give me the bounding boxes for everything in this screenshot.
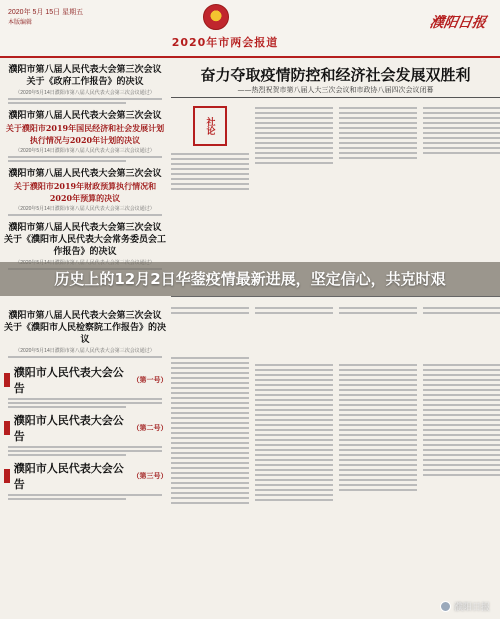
resolution-block: [4, 310, 166, 358]
body-text-line: [423, 454, 500, 456]
body-text-line: [339, 389, 417, 391]
body-text-line: [339, 107, 417, 109]
resolution-subheading: 关于《濮阳市人民代表大会常务委员会工作报告》的决议: [4, 235, 167, 257]
notice-header: [4, 412, 166, 444]
banner-gap: [255, 317, 333, 361]
body-text-line: [171, 372, 249, 374]
body-text-line: [255, 424, 333, 426]
body-text-line: [8, 446, 162, 448]
body-text-line: [423, 424, 500, 426]
resolution-subheading: 关于濮阳市2019年财政预算执行情况和2020年预算的决议: [13, 181, 157, 203]
body-text-line: [423, 112, 500, 114]
watermark-text: 濮阳日报: [453, 603, 490, 613]
body-text-line: [8, 356, 162, 358]
resolution-meta: （2020年5月14日濮阳市第八届人民代表大会第三次会议通过）: [15, 90, 155, 96]
body-text-line: [8, 454, 126, 456]
body-text-line: [171, 392, 249, 394]
body-text-line: [171, 422, 249, 424]
text-column: [423, 304, 500, 610]
body-text-line: [171, 442, 249, 444]
body-text-line: [339, 307, 417, 309]
body-text-line: [423, 147, 500, 149]
body-text-line: [423, 384, 500, 386]
body-text-line: [171, 367, 249, 369]
body-text-line: [339, 484, 417, 486]
body-text-line: [339, 464, 417, 466]
date-line: 2020年 5月 15日 星期五: [8, 9, 84, 16]
body-text-line: [339, 434, 417, 436]
body-text-line: [423, 374, 500, 376]
body-text-line: [8, 102, 126, 104]
body-text-line: [8, 214, 162, 216]
body-text-line: [255, 464, 333, 466]
body-text-line: [255, 379, 333, 381]
body-text-line: [255, 369, 333, 371]
body-text-line: [171, 467, 249, 469]
body-text-line: [339, 479, 417, 481]
body-text-line: [171, 452, 249, 454]
resolution-block: [4, 168, 166, 216]
body-text-line: [339, 394, 417, 396]
body-text-line: [339, 112, 417, 114]
body-text-line: [423, 404, 500, 406]
body-text-line: [423, 464, 500, 466]
body-text-line: [339, 449, 417, 451]
body-text-line: [255, 394, 333, 396]
notice-header: [4, 364, 166, 396]
body-text-line: [255, 494, 333, 496]
resolution-subheading: 关于《政府工作报告》的决议: [26, 77, 144, 87]
overlay-title: 历史上的12月2日华蓥疫情最新进展，坚定信心，共克时艰: [54, 270, 446, 288]
newspaper-logo: 濮阳日报: [428, 15, 488, 31]
body-text-line: [339, 459, 417, 461]
banner-gap: [171, 310, 249, 354]
body-text-line: [255, 112, 333, 114]
body-text-line: [339, 152, 417, 154]
body-text-line: [423, 389, 500, 391]
body-text-line: [339, 384, 417, 386]
resolution-heading: 濮阳市第八届人民代表大会第三次会议: [8, 111, 162, 121]
body-text-line: [8, 498, 126, 500]
body-text-line: [171, 447, 249, 449]
body-text-line: [423, 429, 500, 431]
body-text-line: [423, 459, 500, 461]
body-text-line: [423, 414, 500, 416]
body-text-line: [8, 402, 162, 404]
body-text-line: [423, 137, 500, 139]
resolutions-column: [4, 64, 166, 619]
body-text-line: [255, 147, 333, 149]
body-text-line: [339, 132, 417, 134]
national-emblem-icon: [203, 4, 229, 30]
body-text-line: [339, 399, 417, 401]
body-text-line: [339, 454, 417, 456]
body-text-line: [171, 497, 249, 499]
body-text-line: [255, 459, 333, 461]
body-text-line: [423, 474, 500, 476]
body-text-line: [171, 477, 249, 479]
body-text-line: [423, 449, 500, 451]
body-text-line: [171, 427, 249, 429]
body-text-line: [339, 469, 417, 471]
body-text-line: [171, 437, 249, 439]
body-text-line: [255, 127, 333, 129]
body-text-line: [339, 122, 417, 124]
notice-bar: [4, 421, 10, 435]
body-text-line: [339, 312, 417, 314]
body-text-line: [255, 162, 333, 164]
resolution-heading: 濮阳市第八届人民代表大会第三次会议: [8, 311, 162, 321]
editorial-region: [171, 60, 500, 619]
body-text-line: [171, 457, 249, 459]
body-text-line: [255, 374, 333, 376]
body-text-line: [423, 152, 500, 154]
body-text-line: [339, 429, 417, 431]
text-column: [255, 304, 333, 610]
body-text-line: [423, 439, 500, 441]
body-text-line: [339, 157, 417, 159]
body-text-line: [255, 499, 333, 501]
body-text-line: [255, 132, 333, 134]
body-text-line: [171, 173, 249, 175]
article-headline: 奋力夺取疫情防控和经济社会发展双胜利: [200, 66, 471, 84]
body-text-line: [255, 444, 333, 446]
body-text-line: [255, 409, 333, 411]
body-text-line: [171, 402, 249, 404]
body-text-line: [423, 312, 500, 314]
body-text-line: [255, 142, 333, 144]
section-title: 2020年市两会报道: [171, 36, 279, 49]
body-text-line: [255, 122, 333, 124]
notice-bar: [4, 373, 10, 387]
resolution-meta: （2020年5月14日濮阳市第八届人民代表大会第三次会议通过）: [15, 348, 155, 354]
body-text-line: [339, 419, 417, 421]
resolution-heading: 濮阳市第八届人民代表大会第三次会议: [8, 169, 162, 179]
watermark: [440, 600, 490, 613]
resolution-meta: （2020年5月14日濮阳市第八届人民代表大会第三次会议通过）: [15, 206, 155, 212]
body-text-line: [339, 489, 417, 491]
body-text-line: [8, 398, 162, 400]
body-text-line: [255, 137, 333, 139]
body-text-line: [171, 158, 249, 160]
body-text-line: [423, 307, 500, 309]
body-text-line: [423, 117, 500, 119]
body-text-line: [8, 406, 126, 408]
body-text-line: [255, 419, 333, 421]
resolution-subheading: 关于濮阳市2019年国民经济和社会发展计划执行情况与2020年计划的决议: [5, 123, 165, 145]
body-text-line: [171, 462, 249, 464]
body-text-line: [423, 369, 500, 371]
body-text-line: [423, 399, 500, 401]
body-text-line: [339, 474, 417, 476]
resolution-heading: 濮阳市第八届人民代表大会第三次会议: [8, 223, 162, 233]
resolution-subheading: 关于《濮阳市人民检察院工作报告》的决议: [4, 323, 167, 345]
body-text-line: [171, 382, 249, 384]
body-text-line: [423, 419, 500, 421]
notice-number: （第三号）: [132, 472, 168, 480]
resolution-meta: （2020年5月14日濮阳市第八届人民代表大会第三次会议通过）: [15, 148, 155, 154]
body-text-line: [339, 409, 417, 411]
body-text-line: [255, 474, 333, 476]
body-text-line: [339, 404, 417, 406]
body-text-line: [255, 157, 333, 159]
body-text-line: [171, 178, 249, 180]
body-text-line: [255, 152, 333, 154]
notice-title: 濮阳市人民代表大会公告: [13, 462, 124, 491]
body-text-line: [255, 414, 333, 416]
body-text-line: [423, 409, 500, 411]
body-text-line: [171, 502, 249, 504]
body-text-line: [8, 450, 162, 452]
resolution-block: [4, 64, 166, 104]
text-column: [171, 310, 249, 610]
body-text-line: [423, 434, 500, 436]
body-text-line: [339, 364, 417, 366]
body-text-line: [255, 449, 333, 451]
body-text-line: [339, 379, 417, 381]
resolution-heading: 濮阳市第八届人民代表大会第三次会议: [8, 65, 162, 75]
headline-rule: [171, 97, 500, 98]
body-text-line: [339, 147, 417, 149]
body-text-line: [339, 117, 417, 119]
body-text-line: [339, 369, 417, 371]
body-text-line: [423, 107, 500, 109]
body-text-line: [8, 156, 162, 158]
body-text-line: [423, 122, 500, 124]
body-text-line: [339, 444, 417, 446]
watermark-logo-icon: [440, 601, 451, 612]
body-text-line: [171, 432, 249, 434]
masthead: [0, 0, 500, 58]
body-text-line: [171, 163, 249, 165]
body-text-line: [255, 307, 333, 309]
body-text-line: [339, 142, 417, 144]
body-text-line: [423, 444, 500, 446]
notice-header: [4, 460, 166, 492]
body-text-line: [171, 188, 249, 190]
body-text-line: [255, 312, 333, 314]
resolution-block: [4, 110, 166, 162]
body-text-line: [171, 417, 249, 419]
body-text-line: [339, 137, 417, 139]
edition-line: 本版编辑: [8, 20, 33, 26]
body-text-line: [423, 132, 500, 134]
body-text-line: [255, 364, 333, 366]
body-text-line: [255, 489, 333, 491]
body-text-line: [255, 429, 333, 431]
editorial-stamp: 社论: [193, 106, 227, 146]
body-text-line: [255, 399, 333, 401]
body-text-line: [255, 469, 333, 471]
notice-title: 濮阳市人民代表大会公告: [13, 366, 124, 395]
body-text-line: [171, 397, 249, 399]
body-text-line: [171, 412, 249, 414]
body-text-line: [255, 117, 333, 119]
body-text-line: [171, 168, 249, 170]
section-divider: [171, 296, 500, 297]
text-column: [339, 304, 417, 610]
notice-title: 濮阳市人民代表大会公告: [13, 414, 124, 443]
body-text-line: [423, 364, 500, 366]
body-text-line: [339, 374, 417, 376]
body-text-line: [255, 384, 333, 386]
body-text-line: [339, 424, 417, 426]
body-text-line: [423, 142, 500, 144]
body-text-line: [171, 357, 249, 359]
article-subhead: ——热烈祝贺市第八届人大三次会议和市政协八届四次会议闭幕: [237, 86, 434, 94]
body-text-line: [171, 307, 249, 309]
body-text-line: [339, 439, 417, 441]
body-text-line: [255, 404, 333, 406]
body-text-line: [255, 484, 333, 486]
body-text-line: [171, 482, 249, 484]
body-text-line: [255, 439, 333, 441]
body-text-line: [171, 492, 249, 494]
body-text-line: [171, 487, 249, 489]
notice-bar: [4, 469, 10, 483]
body-text-line: [8, 160, 126, 162]
body-text-line: [255, 434, 333, 436]
body-text-line: [171, 362, 249, 364]
body-text-line: [255, 454, 333, 456]
body-text-line: [171, 183, 249, 185]
body-text-line: [8, 494, 162, 496]
body-text-line: [255, 107, 333, 109]
body-text-line: [339, 414, 417, 416]
body-text-line: [255, 389, 333, 391]
banner-gap: [339, 317, 417, 361]
body-text-line: [171, 377, 249, 379]
banner-gap: [423, 317, 500, 361]
body-text-line: [423, 127, 500, 129]
body-text-line: [423, 469, 500, 471]
body-text-line: [171, 472, 249, 474]
body-text-line: [255, 479, 333, 481]
body-text-line: [171, 387, 249, 389]
body-text-line: [8, 98, 162, 100]
body-text-line: [171, 153, 249, 155]
notice-number: （第一号）: [132, 376, 168, 384]
body-text-line: [339, 127, 417, 129]
notice-number: （第二号）: [132, 424, 168, 432]
body-text-line: [423, 394, 500, 396]
body-text-line: [171, 407, 249, 409]
body-text-line: [423, 379, 500, 381]
